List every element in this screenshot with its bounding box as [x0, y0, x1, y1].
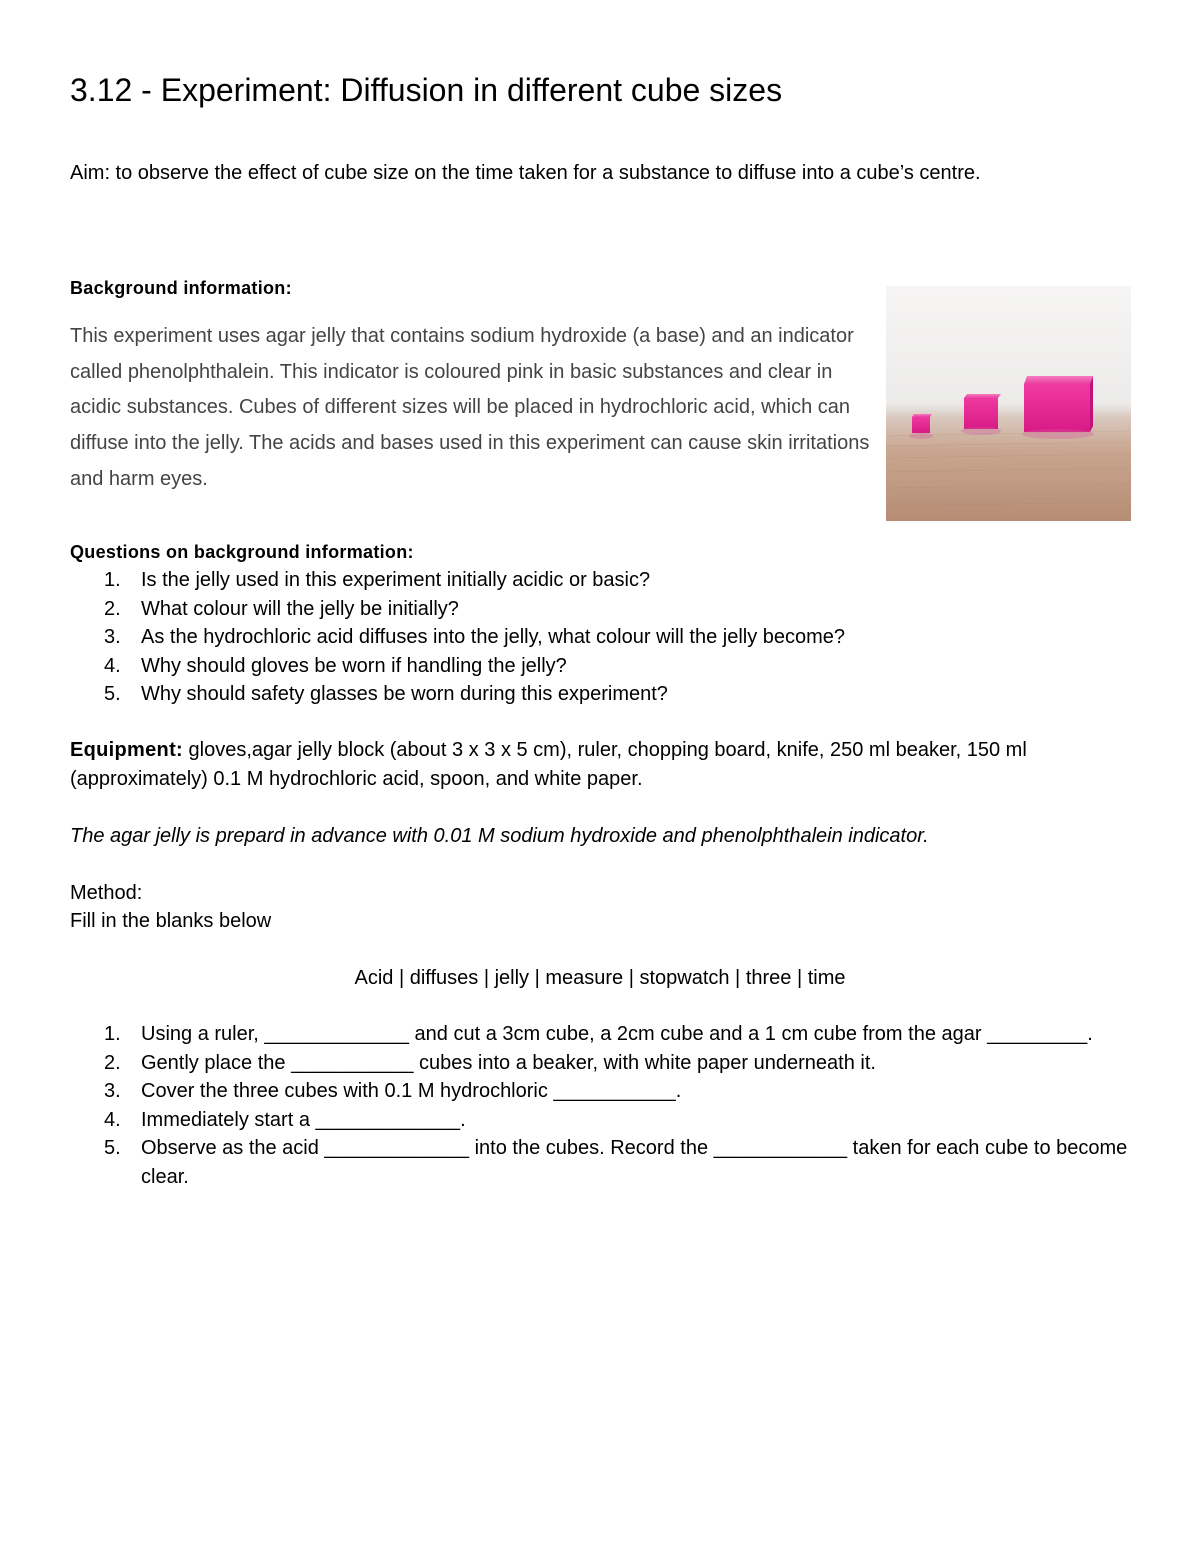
list-number: 4. [104, 1108, 121, 1131]
question-text: As the hydrochloric acid diffuses into the jelly, what colour will the jelly become? [141, 626, 846, 649]
list-item [70, 623, 1130, 652]
list-item [70, 652, 1130, 681]
page-title: 3.12 - Experiment: Diffusion in different cube sizes [70, 72, 783, 108]
questions-list [70, 566, 1130, 709]
list-item [70, 680, 1130, 709]
list-item [70, 1077, 1130, 1106]
list-number: 3. [104, 1080, 121, 1103]
step-text: Using a ruler, _____________ and cut a 3cm cube, a 2cm cube and a 1 cm cube from the agar _________. [141, 1023, 1093, 1045]
list-number: 2. [104, 597, 121, 620]
method-label: Method: [70, 882, 143, 904]
background-text: This experiment uses agar jelly that contains sodium hydroxide (a base) and an indicator called phenolphthalein. This indicator is coloured pink in basic substances and clear in acidic substances. Cubes of different sizes will be placed in hydrochloric acid, which can diffuse into the jelly. The acids and bases used in this experiment can cause skin irritations and harm eyes. [70, 325, 870, 490]
question-text: Why should gloves be worn if handling the jelly? [141, 654, 567, 677]
preparation-note: The agar jelly is prepard in advance with 0.01 M sodium hydroxide and phenolphthalein indicator. [70, 825, 929, 847]
step-text: Observe as the acid _____________ into the cubes. Record the ____________ taken for each cube to become clear. [141, 1137, 1128, 1188]
list-number: 2. [104, 1051, 121, 1074]
list-item [70, 595, 1130, 624]
equipment-text: gloves,agar jelly block (about 3 x 3 x 5 cm), ruler, chopping board, knife, 250 ml beaker, 150 ml (approximately) 0.1 M hydrochloric acid, spoon, and white paper. [70, 739, 1027, 790]
question-text: Why should safety glasses be worn during this experiment? [141, 683, 668, 706]
step-text: Immediately start a _____________. [141, 1108, 466, 1131]
question-text: What colour will the jelly be initially? [141, 597, 459, 620]
list-item [70, 1049, 1130, 1078]
list-item [70, 566, 1130, 595]
list-number: 5. [104, 683, 121, 706]
list-number: 5. [104, 1137, 121, 1160]
list-number: 4. [104, 654, 121, 677]
list-number: 1. [104, 1023, 121, 1045]
list-number: 1. [104, 569, 121, 591]
aim-text: Aim: to observe the effect of cube size on the time taken for a substance to diffuse into a cube’s centre. [70, 162, 981, 184]
list-item [70, 1106, 1130, 1135]
list-number: 3. [104, 626, 121, 649]
list-item [70, 1134, 1130, 1191]
step-text: Gently place the ___________ cubes into a beaker, with white paper underneath it. [141, 1051, 876, 1074]
fill-instruction: Fill in the blanks below [70, 910, 272, 932]
equipment-paragraph [70, 736, 1130, 794]
word-bank: Acid | diffuses | jelly | measure | stopwatch | three | time [354, 967, 846, 989]
question-text: Is the jelly used in this experiment initially acidic or basic? [141, 569, 651, 591]
equipment-label: Equipment: [70, 739, 183, 761]
background-heading: Background information: [70, 278, 292, 298]
jelly-cubes-photo [886, 286, 1131, 521]
method-steps-list [70, 1020, 1130, 1192]
list-item [70, 1020, 1130, 1049]
questions-heading: Questions on background information: [70, 542, 414, 562]
step-text: Cover the three cubes with 0.1 M hydrochloric ___________. [141, 1080, 682, 1103]
